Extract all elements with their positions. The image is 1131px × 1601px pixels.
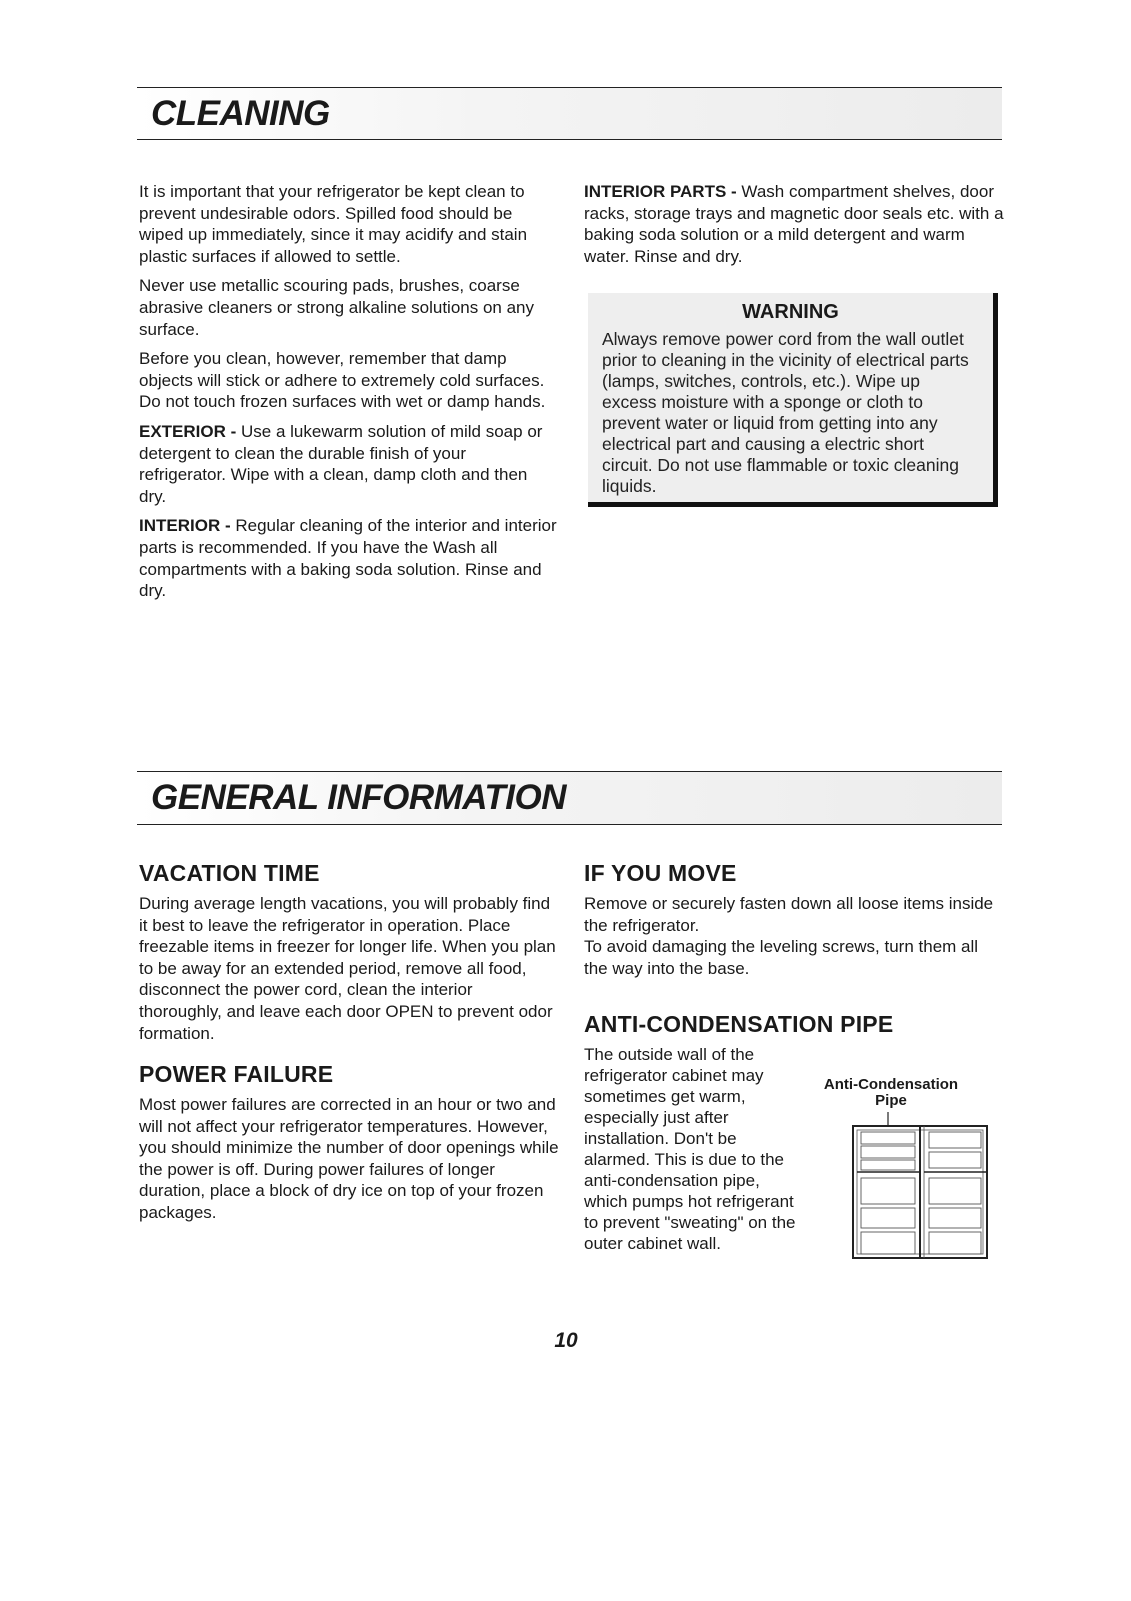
interior-parts-text: Wash compartment shelves, door racks, storage trays and magnetic door seals etc. with a baking soda solution or a mild detergent and warm water. Rinse and dry. — [584, 182, 1004, 266]
anti-condensation-text: The outside wall of the refrigerator cabinet may sometimes get warm, especially just after installation. Don't be alarmed. This is due to the anti-condensation pipe, which pumps hot refrigerant to prevent "sweating" on the outer cabinet wall. — [584, 1045, 796, 1253]
cleaning-left-column — [139, 181, 557, 610]
vacation-time-text: During average length vacations, you will probably find it best to leave the refrigerator in operation. Place freezable items in freezer for longer life. When you plan to be away for an extended period, remove all food, disconnect the power cord, clean the interior thoroughly, and leave each door OPEN to prevent odor formation. — [139, 894, 556, 1043]
anti-condensation-body — [584, 1044, 799, 1254]
diagram-label — [806, 1077, 976, 1109]
anti-condensation-section — [584, 1010, 1004, 1044]
cleaning-title: CLEANING — [151, 94, 330, 133]
diagram-label-line-1: Anti-Condensation — [823, 1076, 959, 1093]
cleaning-intro-2: Never use metallic scouring pads, brushes, coarse abrasive cleaners or strong alkaline solutions on any surface. — [139, 276, 535, 339]
interior-label: INTERIOR - — [139, 516, 231, 536]
refrigerator-diagram-icon — [852, 1112, 992, 1262]
warning-title: WARNING — [742, 301, 839, 323]
cleaning-header — [137, 87, 1002, 140]
if-you-move-title: IF YOU MOVE — [584, 860, 737, 886]
warning-box — [588, 293, 998, 507]
interior-parts-label: INTERIOR PARTS - — [584, 182, 737, 201]
vacation-time-section — [139, 859, 559, 1044]
exterior-label: EXTERIOR - — [139, 421, 237, 441]
diagram-label-line-2: Pipe — [875, 1092, 907, 1109]
exterior-text: Use a lukewarm solution of mild soap or detergent to clean the durable finish of your refrigerator. Wipe with a clean, damp cloth and then dry. — [139, 421, 543, 506]
warning-text: Always remove power cord from the wall outlet prior to cleaning in the vicinity of electrical parts (lamps, switches, controls, etc.). Wipe up excess moisture with a sponge or cloth to prevent water or liquid from getting into any electrical part and causing a electric short circuit. Do not use flammable or toxic cleaning liquids. — [602, 329, 969, 496]
if-you-move-text-1: Remove or securely fasten down all loose items inside the refrigerator. — [584, 894, 994, 935]
cleaning-intro-3: Before you clean, however, remember that damp objects will stick or adhere to extremely cold surfaces. Do not touch frozen surfaces with wet or damp hands. — [139, 349, 546, 412]
if-you-move-text-2: To avoid damaging the leveling screws, turn them all the way into the base. — [584, 937, 979, 978]
interior-text: Regular cleaning of the interior and interior parts is recommended. If you have the Wash all compartments with a baking soda solution. Rinse and dry. — [139, 516, 557, 601]
general-information-title: GENERAL INFORMATION — [151, 778, 567, 817]
vacation-time-title: VACATION TIME — [139, 860, 320, 886]
cleaning-right-column — [584, 181, 1004, 275]
interior-parts-paragraph — [584, 181, 1004, 267]
power-failure-text: Most power failures are corrected in an hour or two and will not affect your refrigerator temperatures. However, you should minimize the number of door openings while the power is off. During power failures of longer duration, place a block of dry ice on top of your frozen packages. — [139, 1095, 559, 1222]
page-number: 10 — [554, 1329, 578, 1352]
cleaning-intro-1: It is important that your refrigerator be kept clean to prevent undesirable odors. Spilled food should be wiped up immediately, since it may acidify and stain plastic surfaces if allowed to settle. — [139, 182, 528, 266]
anti-condensation-title: ANTI-CONDENSATION PIPE — [584, 1011, 894, 1037]
power-failure-section — [139, 1060, 559, 1224]
general-information-header — [137, 771, 1002, 825]
interior-paragraph — [139, 515, 557, 601]
exterior-paragraph — [139, 421, 557, 507]
power-failure-title: POWER FAILURE — [139, 1061, 334, 1087]
if-you-move-section — [584, 859, 1004, 979]
